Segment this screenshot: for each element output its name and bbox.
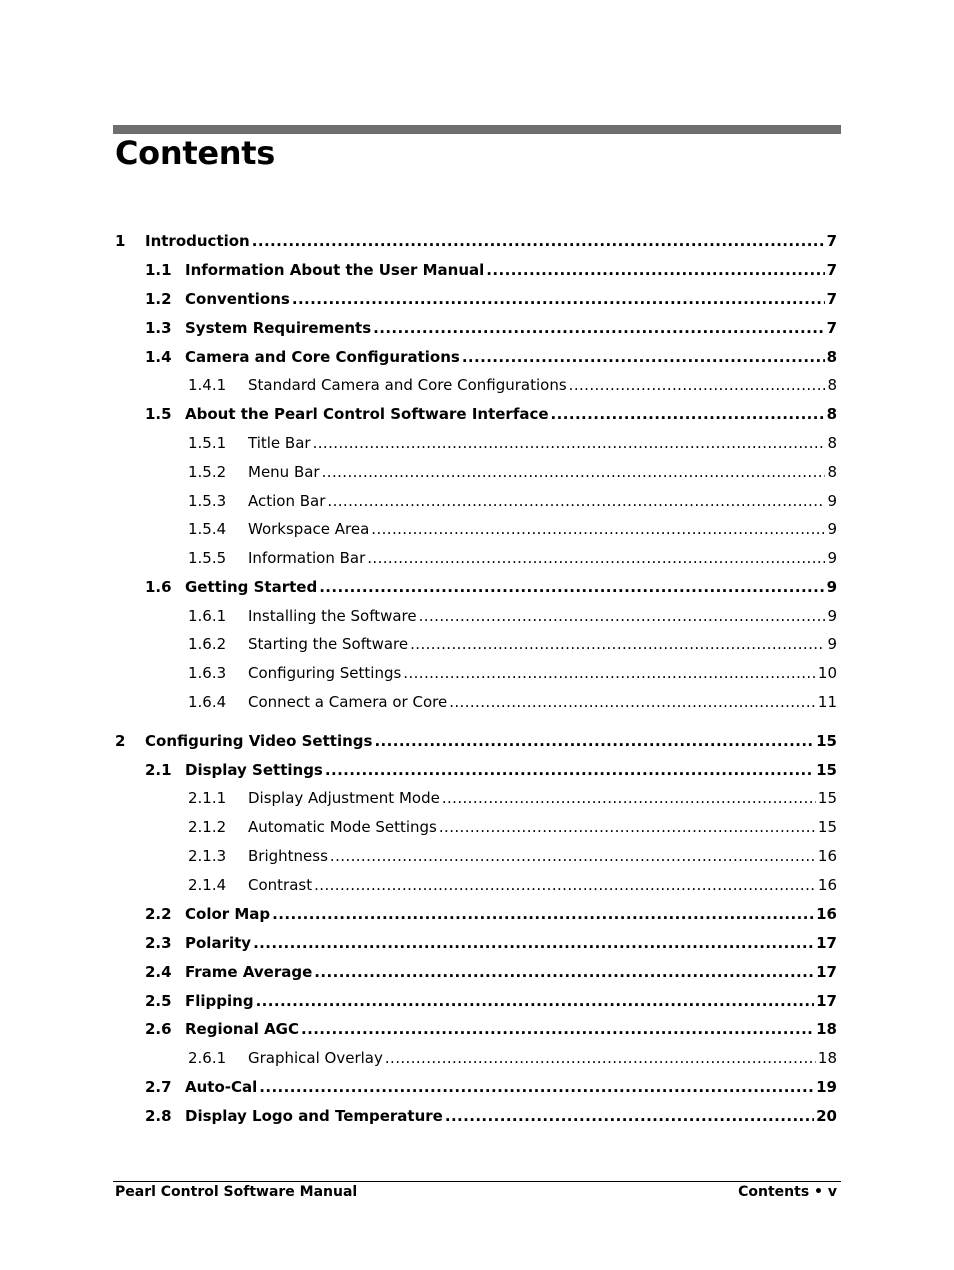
toc-entry-2-6-1[interactable]	[188, 1049, 837, 1071]
toc-number: 1.6.4	[188, 693, 227, 711]
toc-number: 2.1	[145, 761, 172, 779]
toc-leader-dots	[259, 1078, 814, 1096]
toc-title: Color Map	[185, 905, 271, 923]
toc-leader-dots	[325, 761, 814, 779]
toc-number: 1.1	[145, 261, 172, 279]
toc-entry-1-4[interactable]	[145, 348, 837, 370]
toc-number: 2.1.3	[188, 847, 227, 865]
toc-number: 1.5.2	[188, 463, 227, 481]
toc-number: 2.5	[145, 992, 172, 1010]
toc-entry-2-4[interactable]	[145, 963, 837, 985]
toc-entry-1-6-1[interactable]	[188, 607, 837, 629]
toc-entry-1-4-1[interactable]	[188, 376, 837, 398]
toc-number: 1	[115, 232, 126, 250]
toc-leader-dots	[374, 732, 814, 750]
toc-leader-dots	[253, 934, 814, 952]
toc-entry-2-1[interactable]	[145, 761, 837, 783]
toc-leader-dots	[314, 876, 816, 894]
toc-page-number: 18	[817, 1049, 837, 1067]
toc-entry-2-1-1[interactable]	[188, 789, 837, 811]
toc-leader-dots	[403, 664, 816, 682]
toc-entry-1[interactable]	[115, 232, 837, 254]
toc-number: 2.1.4	[188, 876, 227, 894]
toc-page-number: 7	[826, 232, 837, 250]
toc-number: 1.5.4	[188, 520, 227, 538]
toc-number: 1.5.1	[188, 434, 227, 452]
toc-title: Frame Average	[185, 963, 313, 981]
toc-page-number: 8	[827, 463, 837, 481]
toc-page-number: 7	[826, 261, 837, 279]
toc-number: 1.5	[145, 405, 172, 423]
toc-number: 2.3	[145, 934, 172, 952]
toc-title: Contrast	[248, 876, 313, 894]
toc-title: Display Logo and Temperature	[185, 1107, 443, 1125]
toc-leader-dots	[322, 463, 826, 481]
toc-number: 2.1.1	[188, 789, 227, 807]
toc-leader-dots	[569, 376, 826, 394]
toc-number: 1.6.2	[188, 635, 227, 653]
toc-title: Automatic Mode Settings	[248, 818, 437, 836]
toc-entry-1-5-1[interactable]	[188, 434, 837, 456]
toc-leader-dots	[314, 963, 814, 981]
toc-title: Installing the Software	[248, 607, 417, 625]
toc-title: Auto-Cal	[185, 1078, 258, 1096]
toc-leader-dots	[385, 1049, 816, 1067]
toc-leader-dots	[410, 635, 825, 653]
toc-page-number: 7	[826, 319, 837, 337]
toc-title: Graphical Overlay	[248, 1049, 383, 1067]
toc-number: 2.1.2	[188, 818, 227, 836]
toc-page-number: 20	[816, 1107, 837, 1125]
toc-leader-dots	[367, 549, 825, 567]
toc-leader-dots	[327, 492, 825, 510]
toc-leader-dots	[449, 693, 816, 711]
toc-page-number: 17	[816, 992, 837, 1010]
toc-entry-1-5-5[interactable]	[188, 549, 837, 571]
footer-rule	[113, 1181, 841, 1182]
toc-number: 2.2	[145, 905, 172, 923]
toc-leader-dots	[272, 905, 814, 923]
toc-title: Menu Bar	[248, 463, 320, 481]
toc-title: Information About the User Manual	[185, 261, 485, 279]
toc-page-number: 8	[827, 376, 837, 394]
toc-title: Configuring Video Settings	[145, 732, 373, 750]
toc-number: 1.2	[145, 290, 172, 308]
toc-leader-dots	[319, 578, 824, 596]
toc-number: 2.6.1	[188, 1049, 227, 1067]
toc-number: 1.5.3	[188, 492, 227, 510]
toc-entry-1-5-4[interactable]	[188, 520, 837, 542]
toc-number: 2.6	[145, 1020, 172, 1038]
toc-number: 1.6.1	[188, 607, 227, 625]
toc-page-number: 19	[816, 1078, 837, 1096]
toc-entry-1-6-2[interactable]	[188, 635, 837, 657]
toc-title: Standard Camera and Core Configurations	[248, 376, 567, 394]
toc-entry-1-5[interactable]	[145, 405, 837, 427]
toc-number: 2.4	[145, 963, 172, 981]
toc-leader-dots	[439, 818, 816, 836]
toc-number: 2	[115, 732, 126, 750]
toc-entry-1-5-2[interactable]	[188, 463, 837, 485]
toc-title: Display Settings	[185, 761, 323, 779]
page-title: Contents	[115, 134, 275, 172]
toc-number: 1.6.3	[188, 664, 227, 682]
toc-entry-2-2[interactable]	[145, 905, 837, 927]
toc-leader-dots	[373, 319, 824, 337]
toc-entry-2-1-3[interactable]	[188, 847, 837, 869]
toc-leader-dots	[252, 232, 825, 250]
toc-entry-1-2[interactable]	[145, 290, 837, 312]
toc-title: Getting Started	[185, 578, 318, 596]
toc-page-number: 8	[826, 348, 837, 366]
toc-entry-1-1[interactable]	[145, 261, 837, 283]
toc-leader-dots	[330, 847, 816, 865]
toc-leader-dots	[256, 992, 815, 1010]
toc-title: Action Bar	[248, 492, 326, 510]
toc-entry-2-8[interactable]	[145, 1107, 837, 1129]
toc-title: Workspace Area	[248, 520, 370, 538]
toc-entry-1-3[interactable]	[145, 319, 837, 341]
toc-leader-dots	[419, 607, 826, 625]
toc-page-number: 16	[817, 876, 837, 894]
toc-number: 1.4	[145, 348, 172, 366]
toc-page-number: 15	[816, 761, 837, 779]
toc-leader-dots	[445, 1107, 814, 1125]
toc-title: System Requirements	[185, 319, 372, 337]
toc-page-number: 15	[817, 818, 837, 836]
toc-leader-dots	[292, 290, 825, 308]
toc-page-number: 15	[816, 732, 837, 750]
toc-page-number: 9	[827, 635, 837, 653]
toc-title: Conventions	[185, 290, 290, 308]
toc-number: 1.5.5	[188, 549, 227, 567]
toc-leader-dots	[301, 1020, 814, 1038]
toc-entry-2-7[interactable]	[145, 1078, 837, 1100]
toc-title: Polarity	[185, 934, 252, 952]
toc-page-number: 11	[817, 693, 837, 711]
toc-leader-dots	[313, 434, 826, 452]
toc-page-number: 15	[817, 789, 837, 807]
toc-number: 2.7	[145, 1078, 172, 1096]
toc-entry-2[interactable]	[115, 732, 837, 754]
toc-page-number: 16	[817, 847, 837, 865]
toc-title: Regional AGC	[185, 1020, 300, 1038]
toc-leader-dots	[462, 348, 825, 366]
toc-entry-2-3[interactable]	[145, 934, 837, 956]
toc-leader-dots	[486, 261, 824, 279]
toc-entry-2-6[interactable]	[145, 1020, 837, 1042]
footer-manual-title: Pearl Control Software Manual	[115, 1184, 358, 1200]
toc-page-number: 17	[816, 963, 837, 981]
toc-title: Connect a Camera or Core	[248, 693, 448, 711]
toc-page-number: 18	[816, 1020, 837, 1038]
toc-title: Information Bar	[248, 549, 366, 567]
toc-title: Camera and Core Configurations	[185, 348, 460, 366]
toc-title: Brightness	[248, 847, 328, 865]
toc-number: 1.3	[145, 319, 172, 337]
toc-title: Introduction	[145, 232, 250, 250]
toc-title: Display Adjustment Mode	[248, 789, 440, 807]
toc-page-number: 8	[826, 405, 837, 423]
toc-number: 1.4.1	[188, 376, 227, 394]
toc-page-number: 9	[827, 492, 837, 510]
toc-entry-2-1-4[interactable]	[188, 876, 837, 898]
footer-page-label: Contents • v	[738, 1184, 837, 1200]
toc-number: 2.8	[145, 1107, 172, 1125]
toc-entry-1-6-3[interactable]	[188, 664, 837, 686]
toc-leader-dots	[371, 520, 825, 538]
toc-page-number: 17	[816, 934, 837, 952]
toc-entry-2-1-2[interactable]	[188, 818, 837, 840]
toc-title: Starting the Software	[248, 635, 409, 653]
toc-page-number: 9	[827, 549, 837, 567]
toc-leader-dots	[551, 405, 825, 423]
toc-page-number: 9	[827, 520, 837, 538]
toc-page-number: 10	[817, 664, 837, 682]
toc-page-number: 7	[826, 290, 837, 308]
toc-number: 1.6	[145, 578, 172, 596]
toc-leader-dots	[442, 789, 816, 807]
toc-page-number: 9	[826, 578, 837, 596]
toc-title: Title Bar	[248, 434, 311, 452]
toc-entry-1-6[interactable]	[145, 578, 837, 600]
toc-title: Flipping	[185, 992, 254, 1010]
toc-entry-2-5[interactable]	[145, 992, 837, 1014]
toc-page-number: 9	[827, 607, 837, 625]
toc-entry-1-5-3[interactable]	[188, 492, 837, 514]
toc-entry-1-6-4[interactable]	[188, 693, 837, 715]
toc-page-number: 8	[827, 434, 837, 452]
toc-title: About the Pearl Control Software Interface	[185, 405, 549, 423]
toc-page-number: 16	[816, 905, 837, 923]
toc-title: Configuring Settings	[248, 664, 402, 682]
